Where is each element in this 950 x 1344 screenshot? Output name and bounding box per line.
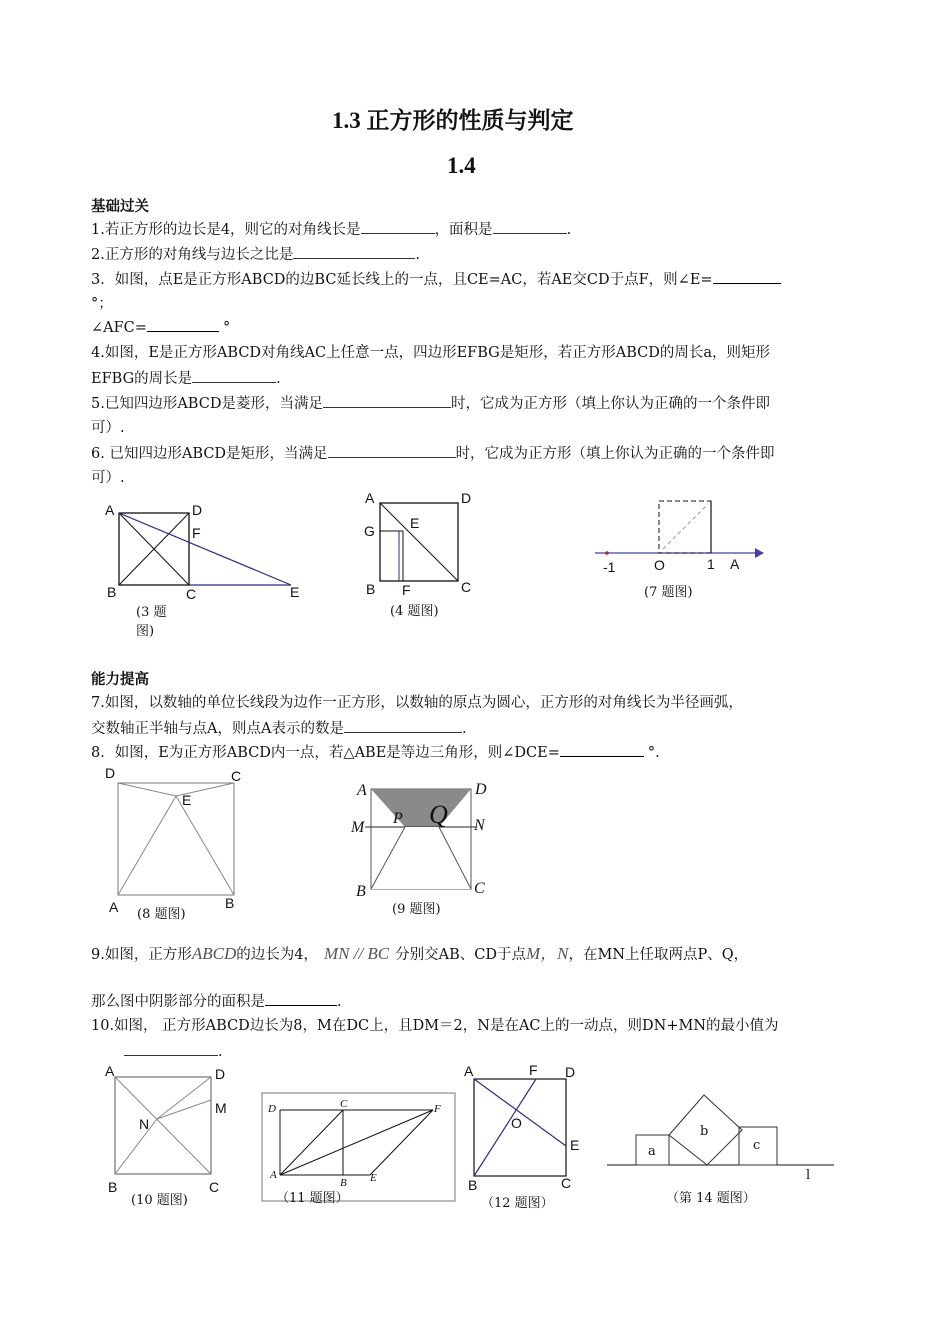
f4-label-c: C: [461, 579, 472, 595]
f9-label-a: A: [357, 782, 367, 799]
f11-label-d: D: [268, 1103, 276, 1115]
q10-text-b: .: [218, 1044, 223, 1060]
section-basic-heading: 基础过关: [91, 199, 149, 215]
q4-text-b: EFBG的周长是: [91, 371, 193, 387]
f3-label-b: B: [107, 584, 117, 600]
f9-label-q: Q: [429, 800, 448, 829]
q5-text-a: 5.已知四边形ABCD是菱形，当满足: [91, 396, 323, 412]
f14-label-a: a: [648, 1144, 656, 1159]
figure-10: [100, 1062, 240, 1212]
q6-text-a: 6. 已知四边形ABCD是矩形，当满足: [91, 446, 328, 462]
q6-blank-condition[interactable]: [328, 443, 456, 458]
f11-caption: （11 题图）: [276, 1191, 349, 1206]
question-9: [91, 944, 748, 965]
q4-text-c: .: [276, 371, 281, 387]
f3-label-f: F: [192, 525, 201, 541]
section-advanced-heading: 能力提高: [91, 672, 149, 688]
f10-label-n: N: [139, 1116, 150, 1132]
f7-label-a: A: [730, 556, 740, 572]
question-5-cont: 可）.: [91, 420, 125, 436]
q8-blank-angle-dce[interactable]: [560, 742, 644, 757]
page-title: 1.3 正方形的性质与判定: [332, 108, 574, 133]
f7-label-1: 1: [707, 556, 715, 572]
f11-label-f: F: [434, 1103, 441, 1115]
q10-blank-min-value[interactable]: [124, 1041, 218, 1056]
f9-label-d: D: [475, 781, 487, 798]
f8-label-c: C: [231, 768, 242, 784]
figure-4: [360, 488, 490, 623]
f11-label-c: C: [340, 1098, 348, 1110]
figure-14: [600, 1090, 840, 1210]
f12-label-a: A: [464, 1063, 474, 1079]
question-4: 4.如图，E是正方形ABCD对角线AC上任意一点，四边形EFBG是矩形，若正方形ABCD的周长a，则矩形: [91, 345, 771, 361]
figure-8: [100, 765, 250, 925]
question-2: [91, 244, 420, 265]
f8-label-e: E: [182, 792, 192, 808]
f9-label-m: M: [351, 819, 365, 836]
f8-label-b: B: [225, 895, 235, 911]
f9-label-b: B: [356, 883, 366, 900]
q7-text-c: .: [461, 721, 467, 737]
f3-caption-1: (3 题: [136, 605, 167, 620]
q7-text-b: 交数轴正半轴与点A，则点A表示的数是: [91, 721, 344, 737]
f14-label-b: b: [700, 1124, 709, 1139]
f10-label-m: M: [215, 1100, 227, 1116]
question-7: 7.如图，以数轴的单位长线段为边作一正方形，以数轴的原点为圆心，正方形的对角线长为半径画弧，: [91, 695, 743, 711]
question-3-afc: [91, 317, 230, 338]
q1-blank-area[interactable]: [493, 219, 567, 234]
question-3: [91, 269, 781, 290]
f3-label-c: C: [186, 586, 197, 602]
f14-label-c: c: [753, 1138, 761, 1153]
q3-text-a: 3．如图，点E是正方形ABCD的边BC延长线上的一点，且CE=AC，若AE交CD于点F，则∠E=: [91, 272, 713, 288]
f7-label-minus1: -1: [603, 559, 616, 575]
f4-label-d: D: [461, 490, 472, 506]
f9-label-c: C: [474, 880, 485, 897]
question-10: 10.如图， 正方形ABCD边长为8，M在DC上，且DM＝2，N是在AC上的一动点，则DN+MN的最小值为: [91, 1018, 779, 1034]
f4-label-f: F: [402, 582, 411, 598]
f9-caption: (9 题图): [392, 902, 441, 917]
q1-text-c: .: [566, 222, 572, 238]
f7-label-o: O: [654, 557, 665, 573]
question-5: [91, 393, 770, 414]
f12-label-c: C: [561, 1175, 572, 1191]
question-8: [91, 742, 660, 763]
q2-text-a: 2.正方形的对角线与边长之比是: [91, 247, 294, 263]
q4-blank-perimeter[interactable]: [192, 368, 276, 383]
q9-text-a: 9.如图，正方形: [91, 947, 192, 963]
question-4-cont: [91, 368, 281, 389]
f8-caption: (8 题图): [137, 907, 186, 922]
q8-text-b: °.: [647, 745, 660, 761]
f12-label-o: O: [511, 1115, 522, 1131]
f3-label-e: E: [290, 584, 300, 600]
q9-text-c: 分别交AB、CD于点: [395, 947, 526, 963]
f12-label-f: F: [529, 1062, 538, 1078]
f3-label-d: D: [192, 502, 203, 518]
f12-label-b: B: [468, 1177, 478, 1193]
q9-text-d: ，在MN上任取两点P、Q，: [568, 947, 749, 963]
question-3-cont: °；: [91, 296, 113, 312]
f4-label-e: E: [410, 515, 420, 531]
q2-blank-ratio[interactable]: [293, 244, 415, 259]
q9-math-m-n: M，N: [526, 944, 569, 963]
q2-text-b: .: [415, 247, 420, 263]
q5-text-b: 时，它成为正方形（填上你认为正确的一个条件即: [450, 396, 770, 412]
figure-7: [590, 495, 770, 610]
q8-text-a: 8．如图，E为正方形ABCD内一点，若△ABE是等边三角形，则∠DCE=: [91, 745, 560, 761]
question-7-cont: [91, 718, 467, 739]
f11-label-e: E: [370, 1172, 377, 1184]
f10-label-b: B: [108, 1179, 118, 1195]
f10-label-a: A: [105, 1063, 115, 1079]
f3-label-a: A: [105, 502, 115, 518]
f12-label-d: D: [565, 1064, 576, 1080]
q1-blank-diagonal[interactable]: [361, 219, 435, 234]
f11-label-b: B: [340, 1177, 347, 1189]
f9-label-p: P: [393, 810, 403, 827]
f3-caption-2: 图): [136, 624, 155, 639]
f11-label-a: A: [270, 1169, 277, 1181]
q9-text-e: 那么图中阴影部分的面积是: [91, 994, 265, 1010]
f4-label-a: A: [365, 490, 375, 506]
q3-blank-angle-afc[interactable]: [147, 317, 219, 332]
f10-label-c: C: [209, 1179, 220, 1195]
f14-caption: （第 14 题图）: [666, 1191, 756, 1206]
q6-text-b: 时，它成为正方形（填上你认为正确的一个条件即: [455, 446, 775, 462]
q9-math-mn-bc: MN // BC: [323, 944, 390, 963]
question-6-cont: 可）.: [91, 470, 125, 486]
page-subtitle: 1.4: [447, 153, 476, 178]
figure-9: [345, 775, 505, 925]
figure-12: [460, 1062, 590, 1217]
question-9-cont: [91, 991, 342, 1012]
f12-caption: （12 题图）: [481, 1196, 554, 1211]
f4-caption: (4 题图): [390, 604, 439, 619]
f8-label-d: D: [105, 765, 116, 781]
q9-math-abcd: ABCD: [191, 944, 237, 963]
f10-label-d: D: [215, 1066, 226, 1082]
q7-blank-point-a[interactable]: [344, 718, 462, 733]
f9-label-n: N: [474, 817, 485, 834]
f4-label-g: G: [364, 523, 375, 539]
figure-3: [100, 500, 320, 650]
question-10-cont: [124, 1041, 223, 1062]
q9-text-f: .: [337, 994, 342, 1010]
question-6: [91, 443, 775, 464]
q3-blank-angle-e[interactable]: [713, 269, 781, 284]
q1-text-a: 1.若正方形的边长是4，则它的对角线长是: [91, 222, 361, 238]
question-1: [91, 219, 571, 240]
f8-label-a: A: [109, 899, 119, 915]
f12-label-e: E: [570, 1137, 580, 1153]
figure-11: [260, 1090, 460, 1220]
f14-label-l: l: [806, 1168, 811, 1183]
q9-text-b: 的边长为4，: [236, 947, 318, 963]
q3-text-d: °: [222, 320, 231, 336]
f4-label-b: B: [366, 581, 376, 597]
f10-caption: (10 题图): [131, 1193, 188, 1208]
f7-caption: (7 题图): [644, 585, 693, 600]
q9-blank-shaded-area[interactable]: [265, 991, 337, 1006]
q3-text-c: ∠AFC=: [91, 320, 147, 336]
q5-blank-condition[interactable]: [323, 393, 451, 408]
q1-text-b: ，面积是: [434, 222, 493, 238]
